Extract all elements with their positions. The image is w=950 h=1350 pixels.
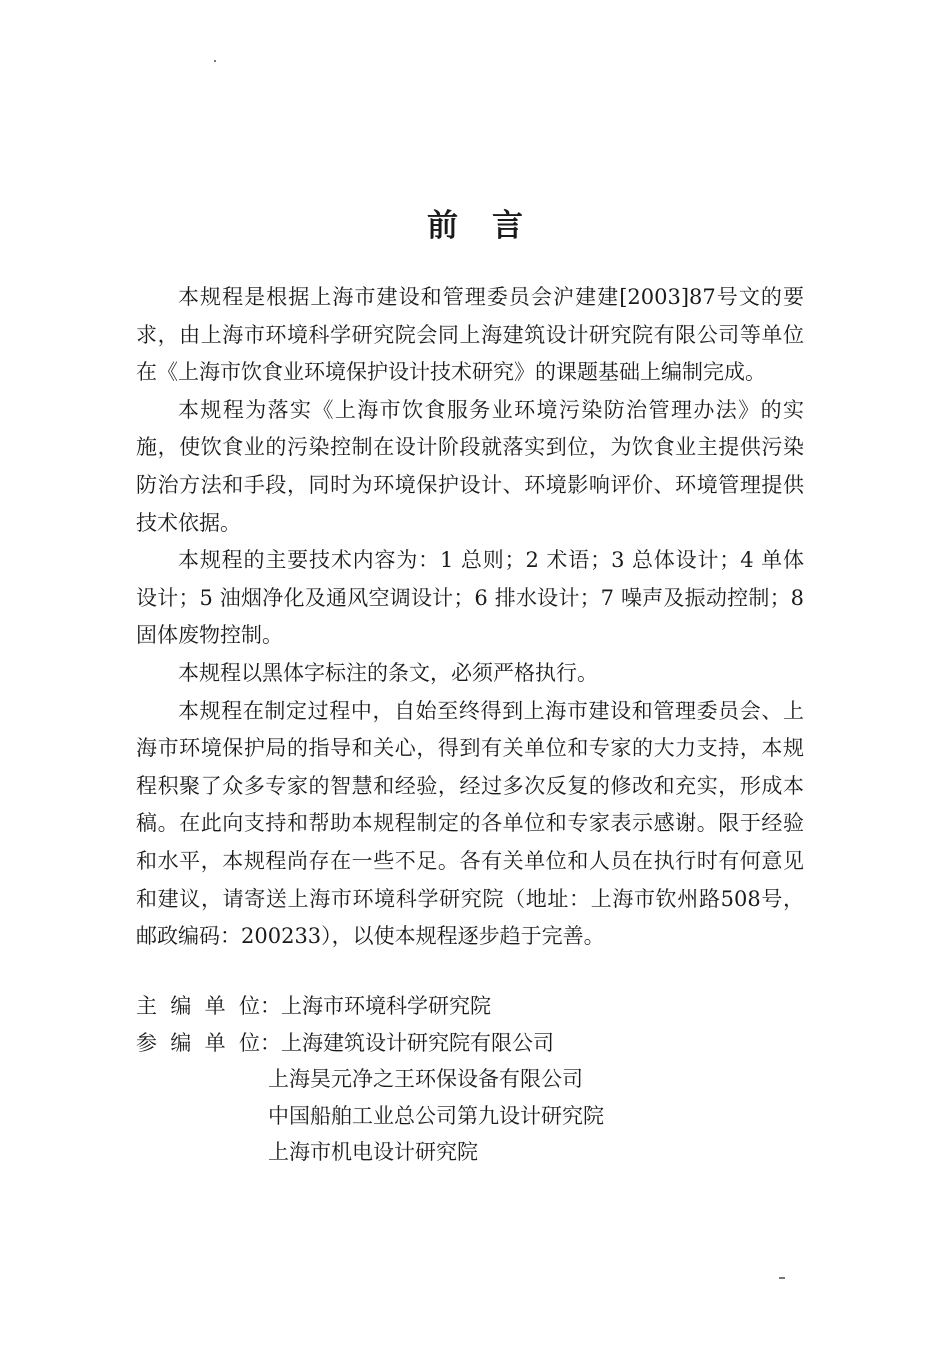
paragraph-4: 本规程以黑体字标注的条文，必须严格执行。 bbox=[178, 660, 598, 685]
scan-speck bbox=[214, 60, 216, 62]
chief-editor-colon: ： bbox=[260, 994, 281, 1018]
participating-editor-1: 上海建筑设计研究院有限公司 bbox=[281, 1030, 554, 1055]
participating-editor-row bbox=[136, 1134, 804, 1171]
paragraph-1: 本规程是根据上海市建设和管理委员会沪建建[2003]87号文的要求，由上海市环境科学研究院会同上海建筑设计研究院有限公司等单位在《上海市饮食业环境保护设计技术研究》的课题基础上编制完成。 bbox=[136, 285, 804, 385]
paragraph-3: 本规程的主要技术内容为：1 总则；2 术语；3 总体设计；4 单体设计；5 油烟净化及通风空调设计；6 排水设计；7 噪声及振动控制；8 固体废物控制。 bbox=[136, 548, 804, 648]
participating-editor-4: 上海市机电设计研究院 bbox=[268, 1140, 478, 1164]
paragraph-5: 本规程在制定过程中，自始至终得到上海市建设和管理委员会、上海市环境保护局的指导和关心，得到有关单位和专家的大力支持，本规程积聚了众多专家的智慧和经验，经过多次反复的修改和充实，形成本稿。在此向支持和帮助本规程制定的各单位和专家表示感谢。限于经验和水平，本规程尚存在一些不足。各有关单位和人员在执行时有何意见和建议，请寄送上海市环境科学研究院（地址：上海市钦州路508号，邮政编码：200233），以使本规程逐步趋于完善。 bbox=[136, 698, 804, 949]
participating-editor-label: 参编单位 bbox=[136, 1030, 260, 1055]
page-title: 前言 bbox=[427, 208, 557, 244]
chief-editor-value: 上海市环境科学研究院 bbox=[281, 994, 491, 1018]
participating-editor-row bbox=[136, 1098, 804, 1135]
participating-editor-3: 中国船舶工业总公司第九设计研究院 bbox=[268, 1103, 604, 1128]
paragraph-2: 本规程为落实《上海市饮食服务业环境污染防治管理办法》的实施，使饮食业的污染控制在设计阶段就落实到位，为饮食业主提供污染防治方法和手段，同时为环境保护设计、环境影响评价、环境管理提供技术依据。 bbox=[136, 397, 804, 535]
chief-editor-label: 主编单位 bbox=[136, 994, 260, 1018]
chief-editor-row bbox=[136, 988, 804, 1025]
participating-editor-row bbox=[136, 1025, 804, 1062]
participating-editor-row bbox=[136, 1061, 804, 1098]
scan-speck bbox=[779, 1277, 785, 1279]
preface-body bbox=[136, 279, 804, 956]
participating-editor-2: 上海昊元净之王环保设备有限公司 bbox=[268, 1067, 583, 1091]
participating-editor-colon: ： bbox=[260, 1030, 281, 1055]
editors-list bbox=[136, 988, 804, 1171]
